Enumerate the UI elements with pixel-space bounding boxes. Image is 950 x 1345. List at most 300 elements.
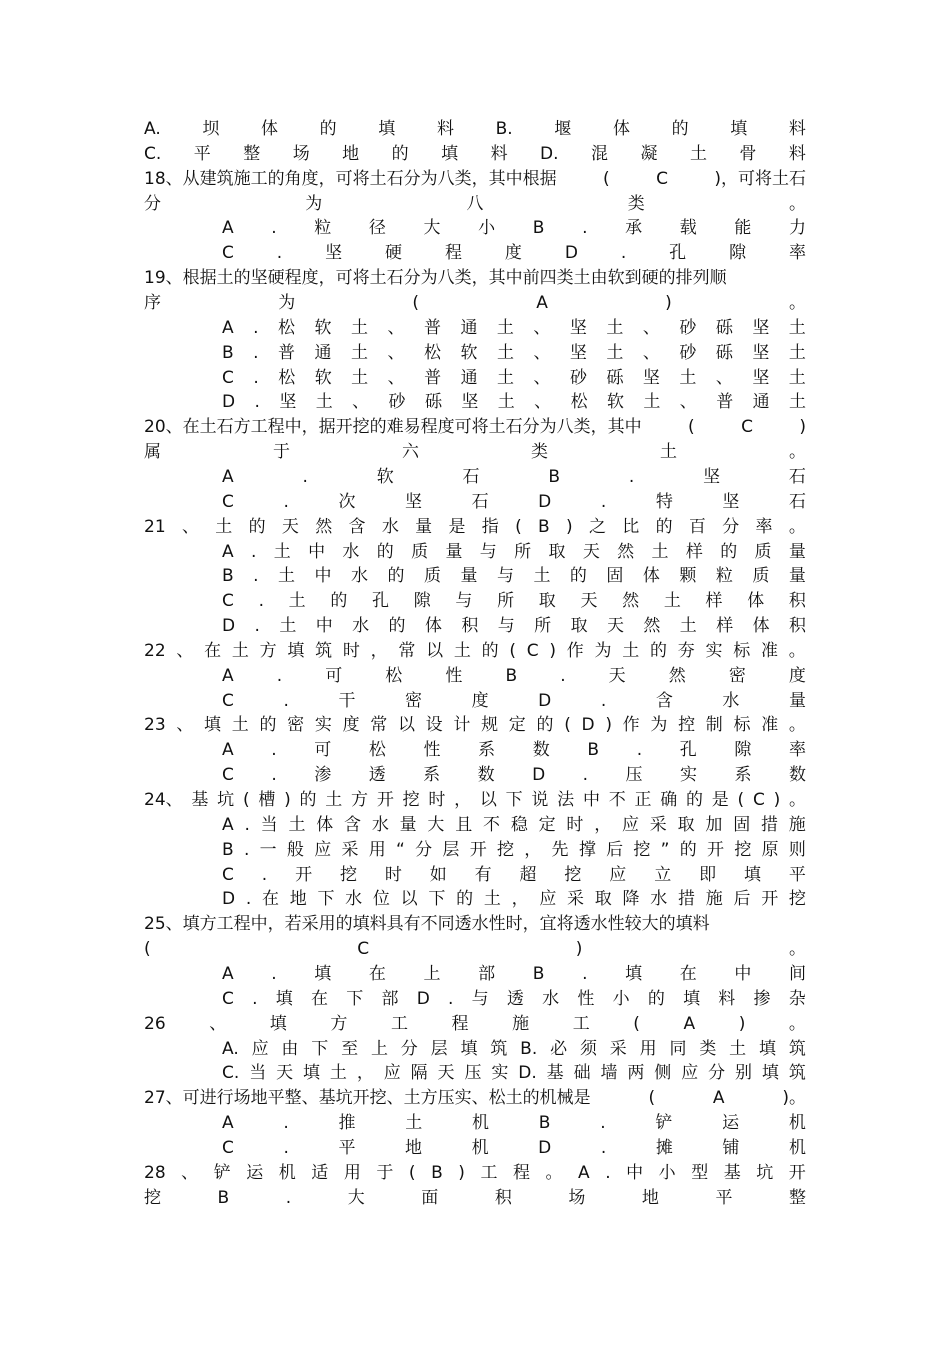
text-token: 土: [497, 367, 515, 388]
text-token: 土: [788, 367, 806, 388]
text-token: (: [603, 168, 610, 189]
text-token: 工: [572, 1013, 590, 1034]
text-token: 可: [314, 740, 332, 761]
text-token: 孔: [372, 591, 390, 612]
text-token: 性: [445, 665, 463, 686]
text-token: 土: [351, 367, 369, 388]
text-token: B: [217, 1187, 230, 1208]
text-token: 系: [734, 765, 752, 786]
text-token: .: [628, 466, 635, 487]
text-token: .: [582, 218, 588, 239]
text-line: [222, 763, 806, 788]
text-token: 填: [204, 715, 222, 736]
text-token: .: [254, 392, 260, 413]
text-token: 、: [533, 342, 551, 363]
text-token: 取: [594, 889, 612, 910]
text-token: 加: [705, 814, 723, 835]
text-token: 实: [705, 640, 723, 661]
text-token: 为: [278, 293, 296, 313]
text-token: 压: [625, 765, 643, 786]
text-token: 下: [317, 889, 335, 910]
text-token: 通: [460, 367, 478, 388]
text-token: 法: [557, 790, 575, 810]
text-token: 挖: [496, 839, 514, 860]
text-token: 应: [681, 1063, 699, 1084]
text-token: 体: [747, 591, 765, 612]
text-token: 的: [671, 119, 689, 139]
text-token: 平: [338, 1137, 356, 1158]
text-token: 承: [625, 218, 643, 239]
text-token: 作: [622, 715, 640, 736]
text-token: 硬: [385, 243, 403, 264]
text-token: 以: [400, 889, 418, 910]
text-token: 系: [423, 765, 441, 786]
text-token: .: [244, 814, 250, 835]
text-token: 实: [314, 715, 332, 736]
text-token: 以: [397, 715, 415, 736]
text-token: C: [222, 690, 234, 711]
text-line: [222, 838, 806, 863]
text-token: 机: [278, 1162, 296, 1183]
text-token: 水: [650, 889, 668, 910]
text-token: (: [688, 417, 695, 438]
text-token: 为: [650, 715, 668, 736]
text-token: 砂: [679, 342, 697, 363]
text-token: 骨: [739, 143, 757, 164]
text-token: 部: [478, 963, 496, 984]
text-token: 时: [384, 864, 402, 885]
text-token: 松: [570, 392, 588, 413]
text-token: 指: [481, 516, 499, 537]
text-token: 开: [469, 839, 487, 860]
text-line: [222, 689, 806, 714]
text-token: 24、: [144, 790, 183, 810]
text-token: 挖: [402, 790, 420, 810]
text-token: 运: [722, 1113, 740, 1133]
text-token: 超: [519, 864, 537, 885]
text-token: 然: [668, 665, 686, 686]
text-token: C: [222, 765, 234, 786]
text-token: 粒: [715, 566, 733, 587]
text-token: A: [222, 1113, 234, 1133]
text-token: )。: [782, 1088, 806, 1109]
text-token: 水: [342, 541, 360, 562]
text-token: 、: [533, 367, 551, 388]
text-token: 采: [609, 1038, 627, 1059]
text-token: 土: [679, 367, 697, 388]
text-token: 样: [716, 616, 734, 636]
text-token: 与: [455, 591, 473, 612]
text-line: [222, 1061, 806, 1086]
text-token: 土: [729, 1038, 747, 1059]
text-token: 与: [471, 988, 489, 1009]
text-token: 积: [789, 616, 806, 636]
text-token: 坚: [703, 466, 721, 487]
text-token: 推: [338, 1113, 356, 1133]
text-token: 松: [368, 740, 386, 761]
text-token: 机: [472, 1113, 490, 1133]
text-line: [144, 1161, 806, 1186]
text-token: ，: [356, 1063, 374, 1084]
text-token: 。: [789, 193, 806, 214]
text-token: 度: [504, 243, 522, 264]
text-token: 天: [582, 541, 600, 562]
text-token: ): [799, 417, 806, 438]
text-token: 的: [299, 790, 317, 810]
text-token: 坚: [461, 392, 479, 413]
text-token: 坚: [642, 367, 660, 388]
text-token: C: [222, 491, 234, 512]
text-token: .: [254, 616, 260, 636]
text-token: 水: [351, 566, 369, 587]
text-line: [144, 937, 806, 962]
text-token: )，可将土石: [714, 168, 806, 189]
text-line: [222, 887, 806, 912]
text-token: 准: [761, 640, 779, 661]
text-token: 以: [479, 790, 497, 810]
text-token: 所: [514, 541, 532, 562]
text-token: 质: [754, 541, 772, 562]
text-token: 普: [278, 342, 296, 363]
text-token: 地: [342, 143, 360, 164]
text-line: [222, 490, 806, 515]
text-token: 石: [788, 466, 806, 487]
text-token: 整: [789, 1187, 806, 1208]
text-token: 坚: [569, 317, 587, 338]
text-token: 填: [269, 1013, 287, 1034]
text-token: 机: [788, 1113, 806, 1133]
text-token: (: [633, 1013, 640, 1034]
text-token: 中: [734, 963, 752, 984]
text-token: 所: [497, 591, 515, 612]
text-token: B: [548, 466, 561, 487]
text-token: 隙: [734, 740, 752, 761]
text-token: 量: [788, 541, 806, 562]
text-token: 土: [273, 541, 291, 562]
text-token: 与: [479, 541, 497, 562]
text-token: D: [532, 765, 546, 786]
text-token: .: [243, 839, 250, 860]
text-token: 坚: [325, 243, 343, 264]
text-token: 实: [680, 765, 697, 786]
text-token: ): [458, 1162, 465, 1183]
text-token: 土: [496, 342, 514, 363]
text-token: 孔: [679, 740, 697, 761]
text-token: 。: [788, 293, 806, 313]
text-token: ): [605, 715, 612, 736]
text-token: 应: [383, 1063, 401, 1084]
text-token: 水: [381, 516, 399, 537]
text-token: 料: [718, 988, 736, 1009]
text-token: 取: [677, 814, 695, 835]
text-token: 确: [660, 790, 678, 810]
text-token: (: [737, 790, 745, 810]
text-token: 不: [483, 814, 501, 835]
text-token: A: [222, 963, 234, 984]
text-token: B: [222, 839, 234, 860]
text-line: [222, 813, 806, 838]
text-token: 堰: [554, 119, 572, 139]
text-token: 施: [512, 1013, 530, 1034]
text-token: 含: [655, 690, 673, 711]
text-token: 数: [532, 740, 550, 761]
text-line: [222, 540, 806, 565]
text-token: 天: [606, 616, 624, 636]
text-token: 积: [788, 591, 806, 612]
text-token: 含: [348, 516, 366, 537]
text-token: 分: [400, 1038, 418, 1059]
text-token: B.: [495, 119, 513, 139]
text-token: .: [600, 491, 607, 512]
text-token: 隔: [410, 1063, 428, 1084]
text-token: 孔: [669, 243, 687, 264]
text-token: 坚: [279, 392, 297, 413]
text-token: 的: [376, 541, 394, 562]
text-token: 中: [315, 616, 333, 636]
text-token: 程: [512, 1162, 530, 1183]
text-token: .: [605, 1162, 611, 1183]
text-token: 坚: [752, 317, 770, 338]
text-token: B: [222, 566, 234, 587]
text-token: D: [538, 491, 552, 512]
text-token: A: [222, 541, 234, 562]
text-token: 筑: [315, 640, 333, 661]
text-token: 数: [477, 765, 495, 786]
text-token: C.: [144, 143, 162, 164]
text-token: ): [773, 790, 781, 810]
text-token: B: [222, 342, 234, 363]
text-token: 隙: [413, 591, 431, 612]
text-token: ，: [370, 640, 388, 661]
text-token: 质: [752, 566, 770, 587]
text-token: 则: [788, 839, 806, 860]
text-token: (: [509, 640, 517, 661]
text-token: .: [600, 690, 607, 711]
text-token: 28: [144, 1162, 166, 1183]
text-token: 土: [329, 1063, 347, 1084]
text-token: A: [683, 1013, 696, 1034]
text-token: 后: [606, 839, 624, 860]
text-token: 型: [691, 1162, 709, 1183]
text-token: .: [253, 367, 259, 388]
text-token: 的: [456, 889, 474, 910]
text-token: 的: [387, 566, 405, 587]
text-token: 立: [654, 864, 672, 885]
text-token: 。: [788, 640, 806, 661]
text-token: 、: [679, 392, 697, 413]
text-token: 摊: [655, 1137, 673, 1158]
text-token: C: [222, 988, 234, 1009]
text-token: 可: [325, 665, 343, 686]
text-token: 、: [352, 392, 370, 413]
text-token: 由: [281, 1038, 299, 1059]
text-token: 序: [144, 293, 161, 313]
text-token: 大: [347, 1187, 365, 1208]
text-token: 地: [405, 1137, 423, 1158]
text-token: 定: [538, 814, 556, 835]
text-token: 分: [708, 1063, 726, 1084]
text-token: 26: [144, 1013, 166, 1034]
text-token: 为: [305, 193, 323, 214]
text-token: 用: [343, 1162, 361, 1183]
text-token: 之: [588, 516, 606, 537]
text-token: 设: [425, 715, 443, 736]
text-token: 采: [567, 889, 585, 910]
text-token: 积: [461, 616, 479, 636]
text-token: .: [600, 1137, 607, 1158]
text-token: .: [261, 864, 268, 885]
text-token: 必: [550, 1038, 568, 1059]
text-token: 施: [705, 889, 723, 910]
text-token: 在: [679, 963, 697, 984]
text-token: 填: [683, 988, 701, 1009]
text-token: B: [505, 665, 518, 686]
text-token: 天: [580, 591, 598, 612]
text-line: [144, 291, 806, 316]
text-token: B: [431, 1162, 443, 1183]
text-token: C: [222, 864, 234, 885]
text-token: 分: [415, 839, 433, 860]
text-token: 的: [679, 839, 697, 860]
text-token: D: [222, 616, 236, 636]
text-token: 坝: [202, 119, 220, 139]
text-token: 平: [715, 1187, 733, 1208]
text-token: 填: [730, 119, 748, 139]
text-token: 常: [370, 715, 388, 736]
text-token: 在: [368, 963, 386, 984]
text-token: 、: [387, 367, 405, 388]
text-token: 铺: [722, 1137, 740, 1158]
text-token: 体: [642, 566, 660, 587]
text-token: 基: [191, 790, 209, 810]
text-token: 天: [276, 1063, 294, 1084]
text-token: 与: [497, 616, 515, 636]
text-token: .: [582, 963, 588, 984]
text-token: 干: [338, 690, 356, 711]
text-token: 的: [388, 616, 406, 636]
text-token: 般: [286, 839, 304, 860]
text-token: 部: [381, 988, 399, 1009]
text-token: 、: [534, 392, 552, 413]
text-token: B.: [520, 1038, 538, 1059]
text-token: 应: [251, 1038, 269, 1059]
text-token: 。: [788, 715, 806, 736]
text-token: 开: [707, 839, 725, 860]
text-token: 降: [622, 889, 640, 910]
text-token: 。: [545, 1162, 563, 1183]
text-token: 土: [351, 342, 369, 363]
text-line: [222, 341, 806, 366]
text-token: C.: [222, 1063, 240, 1084]
text-token: 础: [573, 1063, 591, 1084]
text-token: 开: [376, 790, 394, 810]
text-token: 量: [788, 566, 806, 587]
text-token: 渗: [314, 765, 332, 786]
text-line: [222, 241, 806, 266]
text-token: 普: [424, 367, 442, 388]
text-token: 类: [627, 193, 645, 214]
text-token: 密: [405, 690, 423, 711]
text-token: 25、填方工程中，若采用的填料具有不同透水性时，宜将透水性较大的填料: [144, 914, 710, 935]
text-token: 通: [752, 392, 770, 413]
text-token: A: [712, 1088, 725, 1109]
text-token: 量: [460, 566, 478, 587]
text-token: 土: [606, 342, 624, 363]
text-token: 载: [679, 218, 697, 239]
text-token: 率: [789, 243, 806, 264]
text-token: 软: [376, 466, 394, 487]
text-token: 性: [577, 988, 595, 1009]
text-line: [144, 912, 806, 937]
text-token: 土: [288, 591, 306, 612]
text-token: 作: [566, 640, 584, 661]
text-token: 土: [663, 591, 681, 612]
text-token: 粒: [314, 218, 332, 239]
text-token: 填: [761, 1063, 779, 1084]
text-line: [222, 589, 806, 614]
text-token: 标: [733, 715, 751, 736]
text-token: 常: [398, 640, 416, 661]
text-token: B: [538, 516, 550, 537]
text-token: 运: [246, 1162, 264, 1183]
text-token: 应: [539, 889, 557, 910]
text-token: 密: [287, 715, 305, 736]
text-token: (: [144, 939, 151, 960]
text-token: 砂: [388, 392, 406, 413]
text-token: 松: [385, 665, 403, 686]
text-token: 夯: [677, 640, 695, 661]
text-token: 于: [376, 1162, 394, 1183]
text-token: 凝: [640, 143, 658, 164]
text-token: 土: [231, 715, 249, 736]
text-token: 说: [531, 790, 549, 810]
text-token: 坚: [722, 491, 740, 512]
text-token: .: [252, 988, 258, 1009]
text-token: 的: [647, 988, 665, 1009]
text-token: 样: [685, 541, 703, 562]
text-token: 20、在土石方工程中，据开挖的难易程度可将土石分为八类，其中: [144, 417, 642, 438]
text-token: 原: [761, 839, 779, 860]
text-token: 机: [788, 1137, 806, 1158]
text-token: 坚: [569, 342, 587, 363]
text-token: 松: [278, 317, 296, 338]
text-token: A: [222, 317, 234, 338]
text-token: 土: [533, 566, 551, 587]
text-token: .: [250, 541, 257, 562]
text-token: 土: [789, 392, 806, 413]
text-token: 软: [314, 367, 332, 388]
text-token: 应: [622, 814, 639, 835]
text-token: ): [575, 939, 583, 960]
text-token: “: [396, 839, 405, 860]
text-token: 的: [650, 640, 668, 661]
text-token: 挖: [564, 864, 582, 885]
text-token: 体: [424, 616, 442, 636]
text-token: 。: [788, 790, 806, 810]
text-token: 天: [281, 516, 299, 537]
text-token: D: [222, 889, 236, 910]
text-token: 程: [451, 1013, 469, 1034]
text-token: 固: [733, 814, 751, 835]
text-token: 砂: [679, 317, 697, 338]
text-token: 砾: [715, 342, 733, 363]
text-token: .: [600, 1113, 606, 1133]
text-token: A: [222, 665, 234, 686]
text-token: .: [253, 566, 259, 587]
text-token: (: [648, 1088, 656, 1109]
text-token: .: [271, 963, 277, 984]
text-token: (: [412, 293, 420, 313]
